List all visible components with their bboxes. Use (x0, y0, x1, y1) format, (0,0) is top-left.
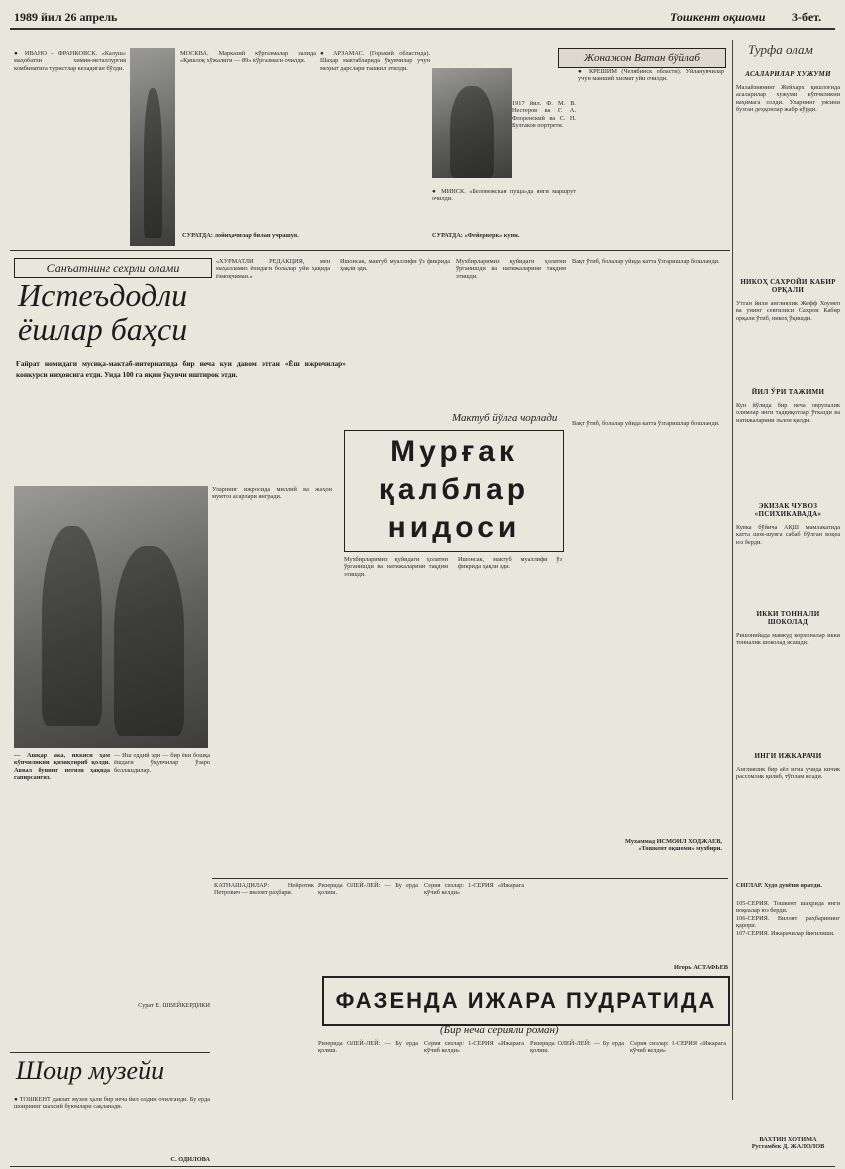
letter-col-a: «ХУРМАТЛИ РЕДАКЦИЯ, мен маҳалламиз ёнидаги болалар уйи ҳақида ёзмоқчиман.» (216, 258, 330, 280)
yil-heading: ЙИЛ ЎРИ ТАЖИМИ (751, 388, 825, 396)
turfa-olam-title: Турфа олам (748, 42, 813, 57)
serial-intro: КАТНАШАДИЛАР: Нейротик Петрович — вилоят раҳбари. (214, 882, 314, 897)
igna-heading: ИНГИ ИЖКАРАЧИ (754, 752, 822, 760)
museum-title: Шоир музейи (16, 1056, 165, 1085)
monument-photo (130, 48, 175, 246)
feature-kicker-box (14, 258, 212, 278)
serial-title: ФАЗЕНДА ИЖАРА ПУДРАТИДА (335, 988, 717, 1013)
paper-name: Тошкент оқшоми (670, 10, 766, 24)
letter-col-b: Ишонсак, мактуб муаллифи ўз фикрида ҳақли эди. (340, 258, 450, 273)
letter-signature: Мухаммад ИСМОИЛ ХОДЖАЕВ, «Тошкент оқшоми» мухбири. (624, 838, 722, 853)
serial-title-box (322, 976, 730, 1026)
letter-col-d: Вақт ўтиб, болалар уйида катта ўзгаришлар бошланди. (572, 258, 720, 265)
shokolad-heading: ИККИ ТОННАЛИ ШОКОЛАД (756, 610, 820, 626)
surat-caption-2: СУРАТДА: «Фейерверк» куни. (432, 232, 520, 239)
masthead (10, 6, 835, 28)
masthead-rule (10, 28, 835, 30)
letter-title-line2: қалблар (378, 473, 530, 506)
ivano-news: ● ИВАНО - ФРАНКОВСК. «Калуш» маҳобатли химия-металлургия комбинатига туристлар келадиган бўлди. (14, 50, 126, 72)
yil-body: Кун йўлида бир неча оврупалик олимлар янги тадқиқотлар ўтказди ва натижаларини эълон қилди. (736, 402, 840, 424)
serial-rule (212, 878, 728, 879)
nikah-body: Утган йили англиялик Жефф Хоумеп ва унинг севгилиси Сахрои Кабир орқали ўтиб, никоҳ ўқишди. (736, 300, 840, 322)
moskva-news: МОСКВА. Марказий кўргазмалар залида «Қишлоқ хўжалиги — 89» кўргазмаси очилди. (180, 50, 316, 65)
students-photo (14, 486, 208, 748)
feature-kicker: Санъатнинг сехрли олами (46, 261, 180, 275)
serial-body-b: Серия сизлар: 1-СЕРИЯ «Ижарага кўчиб келди» (424, 1040, 524, 1055)
feature-question: — Ашқар ака, иккиси ҳам кўпчиликни қизиқтириб қолди. Аввал бунинг негизи ҳақида гапирсангиз. (14, 752, 110, 782)
museum-signature: С. ОДИЛОВА (170, 1156, 210, 1163)
feature-answer: — Иш оддий эди — бир ёки бошқа ёшдаги ўқувчилар ўзаро беллашдилар. (114, 752, 210, 774)
feature-title-line2: ёшлар баҳси (18, 311, 188, 347)
letter-title-line3: нидоси (387, 511, 521, 544)
serial-right-signature: ВАХТИН ХОТИМА Рустамбек Д. ЖАЛОЛОВ (751, 1136, 825, 1151)
letter-continued: Мухбирларимиз қуйидаги ҳолатни ўрганишди ва натижаларини тақдим этишди. (344, 556, 448, 578)
section-rule-top (10, 250, 730, 251)
portrait-photo (432, 68, 512, 178)
page-number: 3-бет. (792, 10, 822, 24)
photo-caption: 1917 йил. Ф. М. В. Нестеров ва Г. А. Флоренский ва С. Н. Булгаков портрети. (512, 100, 576, 130)
shokolad-body: Ришонийада мавжуд корхоналар икки тонналик шоколад ясашди. (736, 632, 840, 647)
feature-lead: Ғайрат номидаги мусиқа-мактаб-интернатида бир неча кун давом этган «Ёш ижрочилар» конкурси ниҳоясига етди. Унда 100 га яқин ўқувчи иштирок этди. (16, 359, 346, 379)
minsk-news: ● МИНСК. «Беловежская пуща»да янги маршрут очилди. (432, 188, 576, 203)
serial-right-body: 105-СЕРИЯ. Тошкент шаҳрида янги воқеалар юз берди. 106-СЕРИЯ. Вилоят раҳбарининг қарори. 107-СЕРИЯ. Ижарачилар йиғилиши. (736, 900, 840, 937)
letter-kicker: Мактуб йўлга чорлади (452, 412, 558, 424)
serial-right-heading: СИГЛАР. Худо дунёни яратди. (736, 882, 822, 889)
issue-date: 1989 йил 26 апрель (14, 10, 118, 24)
igna-body: Англиялик бир аёл игна учида кичик рассомлик қилиб, тўплам ясади. (736, 766, 840, 781)
nikah-heading: НИКОҲ САХРОЙИ КАБИР ОРҚАЛИ (740, 278, 836, 294)
ekizak-body: Кувка бўйича АҚШ мамлакатида катта шов-шувга сабаб бўлган воқеа юз берди. (736, 524, 840, 546)
letter-continued-2: Ишонсак, мактуб муаллифи ўз фикрида ҳақли эди. (458, 556, 562, 571)
surat-caption-1: СУРАТДА: лойиҳачилар билан учрашув. (182, 232, 299, 239)
museum-body: ● ТОШКЕНТ давлат музеи ҳали бир неча йил олдин очилганди. Бу ерда шоирнинг шахсий буюмлари сақланади. (14, 1096, 210, 1111)
serial-col2: Серия сизлар: 1-СЕРИЯ «Ижарага кўчиб келди» (424, 882, 524, 897)
letter-title-box (344, 430, 564, 552)
arzamas-news: ● АРЗАМАС. (Горький областида). Шаҳар мактабларида ўқувчилар учун меҳнат дарслари ташкил этилди. (320, 50, 430, 72)
page-bottom-rule (10, 1166, 835, 1167)
feature-photo-credit: Сурат Е. ШВЕЙКЕРДИКИ (138, 1002, 210, 1009)
serial-col1: Ризерида ОЛЕЙ-ЛЕЙ: — Бу ерда қолиш. (318, 882, 418, 897)
world-banner-text: Жонажон Ватан бўйлаб (584, 52, 700, 64)
letter-col-c: Мухбирларимиз қуйидаги ҳолатни ўрганишди ва натижаларини тақдим этишди. (456, 258, 566, 280)
right-col-divider (732, 40, 733, 1100)
museum-rule (10, 1052, 210, 1053)
serial-body-a: Ризерида ОЛЕЙ-ЛЕЙ: — Бу ерда қолиш. (318, 1040, 418, 1055)
feature-title (18, 278, 228, 346)
letter-title-line1: Мурғак (390, 435, 518, 468)
serial-body-c: Ризерида ОЛЕЙ-ЛЕЙ: — Бу ерда қолиш. (530, 1040, 624, 1055)
letter-col-right: Вақт ўтиб, болалар уйида катта ўзгаришлар бошланди. (572, 420, 720, 427)
kreshim-news: ● КРЕШИМ (Челябинск области). Уйланувчилар учун маиший хизмат уйи очилди. (578, 68, 724, 83)
world-banner (558, 48, 726, 68)
serial-author: Игорь АСТАФЬЕВ (674, 964, 728, 971)
feature-title-line1: Истеъдодли (18, 277, 188, 313)
ekizak-heading: ЭКИЗАК ЧУВОЗ «ПСИХИКАВАДА» (754, 502, 822, 518)
feature-interview: Уларнинг ижросида миллий ва жаҳон мумтоз асарлари янгради. (212, 486, 332, 501)
serial-subtitle: (Бир неча серияли роман) (440, 1024, 559, 1036)
asalari-heading: АСАЛАРИЛАР ХУЖУМИ (745, 70, 831, 78)
serial-body-d: Серия сизлар: 1-СЕРИЯ «Ижарага кўчиб келди» (630, 1040, 726, 1055)
asalari-body: Малайзиянинг Жейхарх қишлоғида асаларилар хужуми кўпчиликни ваҳимага солди. Уларнинг уясини бузган деҳқонлар жабр кўрди. (736, 84, 840, 114)
